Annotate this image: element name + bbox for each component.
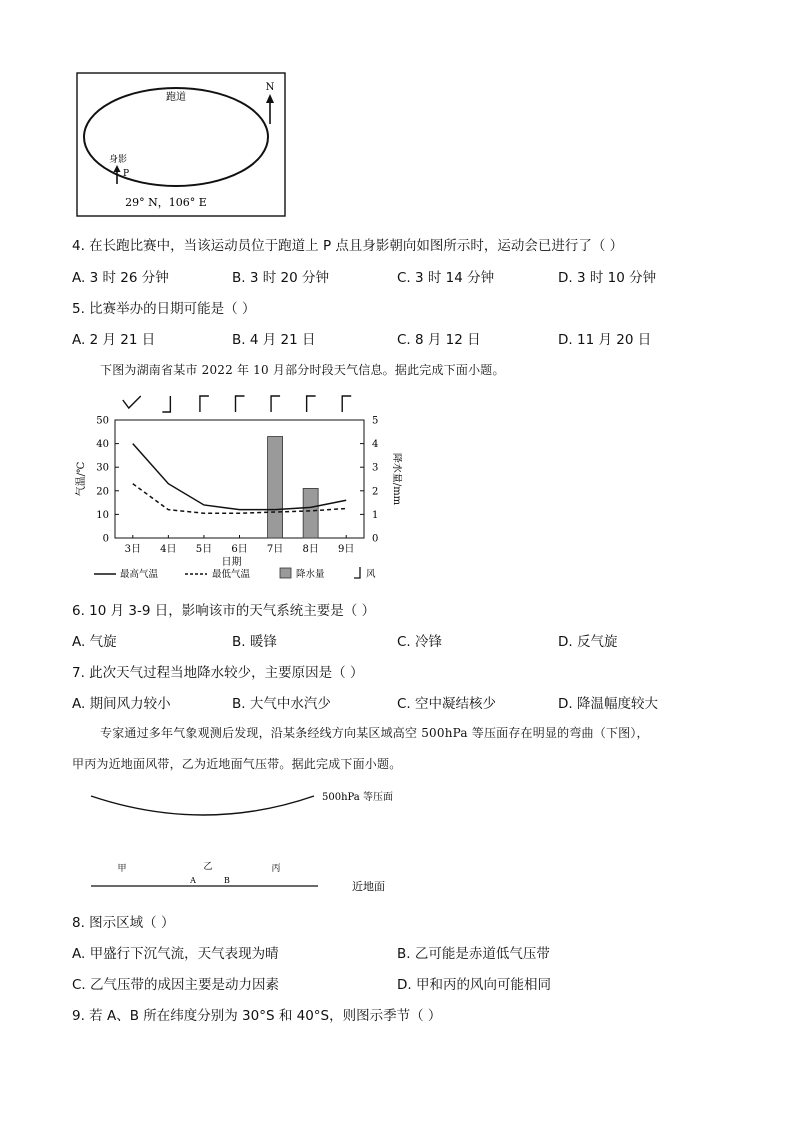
q4-option-c[interactable]: C. 3 时 14 分钟 (397, 270, 495, 286)
x-tick-label: 9日 (338, 544, 355, 555)
q7-option-c[interactable]: C. 空中凝结核少 (397, 696, 497, 712)
q8-option-a[interactable]: A. 甲盛行下沉气流，天气表现为晴 (72, 946, 279, 962)
pressure-figure (86, 784, 406, 896)
x-tick-label: 4日 (160, 544, 177, 555)
q9-stem: 9. 若 A、B 所在纬度分别为 30°S 和 40°S，则图示季节（ ） (72, 1008, 442, 1024)
intro-weather: 下图为湖南省某市 2022 年 10 月部分时段天气信息。据此完成下面小题。 (100, 363, 505, 377)
x-tick-label: 3日 (124, 544, 141, 555)
legend-max-temp-label: 最高气温 (120, 569, 159, 580)
q6-option-b[interactable]: B. 暖锋 (232, 634, 277, 650)
q6-option-c[interactable]: C. 冷锋 (397, 634, 443, 650)
q4-option-a[interactable]: A. 3 时 26 分钟 (72, 270, 169, 286)
q8-option-d[interactable]: D. 甲和丙的风向可能相同 (397, 977, 551, 993)
legend-wind-label: 风 (366, 569, 376, 580)
right-tick-label: 1 (372, 509, 379, 521)
weather-chart (72, 388, 402, 588)
q5-option-c[interactable]: C. 8 月 12 日 (397, 332, 481, 348)
shadow-arrowhead-icon (114, 165, 121, 172)
q5-option-d[interactable]: D. 11 月 20 日 (558, 332, 652, 348)
x-tick-label: 5日 (195, 544, 213, 555)
wind-symbol-icon (342, 396, 351, 412)
wind-symbol-calm-icon (123, 396, 141, 408)
q6-option-d[interactable]: D. 反气旋 (558, 634, 618, 650)
precipitation-bar (303, 488, 318, 538)
wind-symbol-icon (200, 396, 209, 412)
q5-stem: 5. 比赛举办的日期可能是（ ） (72, 301, 256, 317)
q8-option-c[interactable]: C. 乙气压带的成因主要是动力因素 (72, 977, 280, 993)
legend-wind-icon (354, 567, 360, 578)
legend-precip-label: 降水量 (296, 569, 325, 580)
q5-option-a[interactable]: A. 2 月 21 日 (72, 332, 156, 348)
right-tick-label: 3 (372, 462, 379, 474)
legend-min-temp-label: 最低气温 (212, 569, 251, 580)
y-axis-right-title: 降水量/mm (391, 452, 402, 506)
q6-option-a[interactable]: A. 气旋 (72, 634, 117, 650)
x-tick-label: 6日 (231, 544, 248, 555)
q7-option-b[interactable]: B. 大气中水汽少 (232, 696, 331, 712)
wind-symbol-icon (307, 396, 316, 412)
isobar-500hpa (91, 796, 314, 815)
north-label: N (265, 82, 275, 93)
coords-label: 29° N，106° E (125, 196, 207, 209)
q4-stem: 4. 在长跑比赛中，当该运动员位于跑道上 P 点且身影朝向如图所示时，运动会已进行了（ ） (72, 238, 624, 254)
q5-option-b[interactable]: B. 4 月 21 日 (232, 332, 316, 348)
q4-option-d[interactable]: D. 3 时 10 分钟 (558, 270, 657, 286)
left-tick-label: 0 (102, 533, 109, 545)
point-p-label: P (123, 169, 130, 179)
label-yi: 乙 (203, 862, 213, 872)
right-tick-label: 0 (372, 533, 379, 545)
label-b: B (224, 876, 230, 885)
x-tick-label: 8日 (302, 544, 319, 555)
right-tick-label: 5 (372, 415, 379, 427)
plot-frame (115, 420, 364, 538)
q7-stem: 7. 此次天气过程当地降水较少，主要原因是（ ） (72, 665, 364, 681)
label-jia: 甲 (117, 864, 127, 874)
q7-option-a[interactable]: A. 期间风力较小 (72, 696, 171, 712)
x-tick-label: 7日 (266, 544, 284, 555)
label-bing: 丙 (271, 864, 281, 874)
wind-symbol-icon (162, 396, 170, 412)
wind-symbol-icon (271, 396, 280, 412)
q4-option-b[interactable]: B. 3 时 20 分钟 (232, 270, 329, 286)
right-tick-label: 4 (372, 439, 379, 451)
right-tick-label: 2 (372, 486, 379, 498)
y-axis-left-title: 气温/℃ (76, 461, 87, 497)
left-tick-label: 30 (96, 462, 109, 474)
north-arrowhead-icon (266, 94, 274, 103)
x-axis-title: 日期 (221, 557, 242, 568)
left-tick-label: 20 (96, 486, 109, 498)
q8-stem: 8. 图示区域（ ） (72, 915, 175, 931)
intro-pressure-line1: 专家通过多年气象观测后发现，沿某条经线方向某区域高空 500hPa 等压面存在明显的弯曲（下图）， (100, 726, 649, 740)
ground-label: 近地面 (352, 880, 385, 893)
precipitation-bar (268, 437, 283, 538)
left-tick-label: 40 (96, 439, 109, 451)
track-figure (76, 72, 286, 218)
q7-option-d[interactable]: D. 降温幅度较大 (558, 696, 658, 712)
legend-precip-swatch (280, 568, 291, 578)
left-tick-label: 50 (96, 415, 109, 427)
track-label: 跑道 (166, 92, 186, 103)
intro-pressure-line2: 甲丙为近地面风带，乙为近地面气压带。据此完成下面小题。 (72, 757, 402, 771)
left-tick-label: 10 (96, 509, 109, 521)
q8-option-b[interactable]: B. 乙可能是赤道低气压带 (397, 946, 550, 962)
wind-symbol-icon (236, 396, 245, 412)
isobar-label: 500hPa 等压面 (322, 792, 393, 803)
shadow-label: 身影 (109, 155, 128, 165)
label-a: A (190, 876, 196, 885)
q6-stem: 6. 10 月 3-9 日，影响该市的天气系统主要是（ ） (72, 603, 376, 619)
